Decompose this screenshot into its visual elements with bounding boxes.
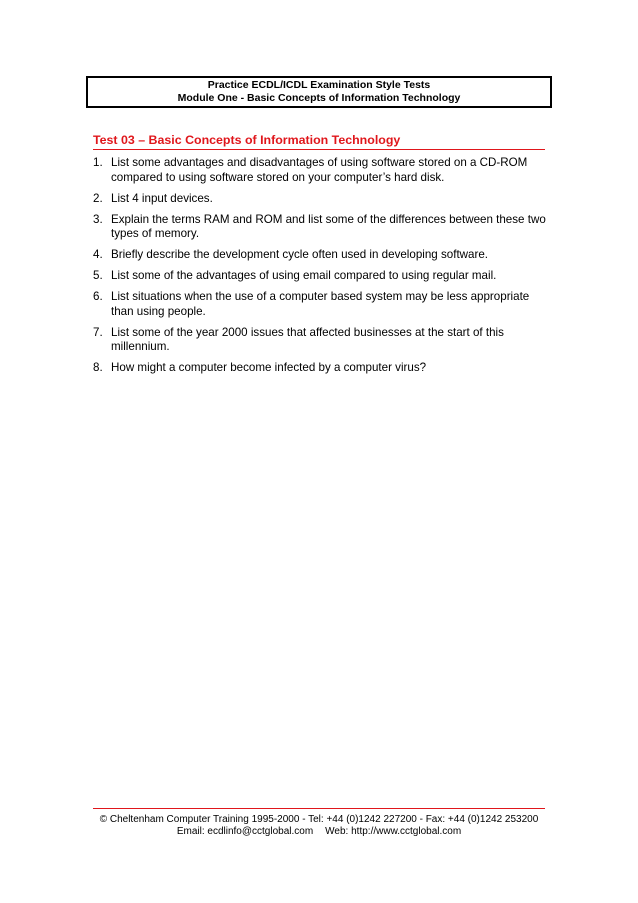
question-number: 5.: [93, 269, 103, 282]
document-header: [86, 76, 552, 108]
question-number: 8.: [93, 361, 103, 374]
question-text: List 4 input devices.: [111, 191, 213, 205]
question-number: 3.: [93, 212, 103, 226]
question-text: How might a computer become infected by a computer virus?: [111, 361, 427, 374]
footer-divider: [93, 808, 545, 809]
question-item: [93, 213, 548, 242]
footer-contact: [86, 826, 552, 838]
question-item: [93, 290, 548, 319]
question-list: [93, 156, 548, 382]
question-item: [93, 269, 548, 284]
question-item: [93, 192, 548, 207]
question-item: [93, 326, 548, 355]
question-text: List some of the year 2000 issues that affected businesses at the start of this millennium.: [111, 325, 504, 353]
question-text: List situations when the use of a computer based system may be less appropriate than using people.: [111, 290, 530, 318]
footer-email: Email: ecdlinfo@cctglobal.com: [176, 826, 314, 837]
page-footer: [86, 814, 552, 838]
question-text: Briefly describe the development cycle often used in developing software.: [111, 248, 489, 261]
question-text: List some of the advantages of using email compared to using regular mail.: [111, 269, 497, 282]
question-number: 4.: [93, 248, 103, 261]
question-text: Explain the terms RAM and ROM and list some of the differences between these two types of memory.: [111, 212, 546, 240]
footer-copyright: © Cheltenham Computer Training 1995-2000 - Tel: +44 (0)1242 227200 - Fax: +44 (0)1242 253200: [99, 814, 539, 825]
question-number: 7.: [93, 325, 103, 339]
question-number: 1.: [93, 156, 103, 169]
question-item: [93, 248, 548, 263]
question-number: 6.: [93, 290, 103, 303]
question-item: [93, 156, 548, 185]
question-item: [93, 361, 548, 376]
footer-web: Web: http://www.cctglobal.com: [325, 826, 462, 837]
question-text: List some advantages and disadvantages of using software stored on a CD-ROM compared to using software stored on your computer’s hard disk.: [111, 156, 528, 184]
question-number: 2.: [93, 191, 103, 205]
header-subtitle: Module One - Basic Concepts of Information Technology: [177, 92, 461, 104]
test-title: Test 03 – Basic Concepts of Information Technology: [93, 133, 545, 150]
header-title: Practice ECDL/ICDL Examination Style Tests: [207, 79, 431, 91]
